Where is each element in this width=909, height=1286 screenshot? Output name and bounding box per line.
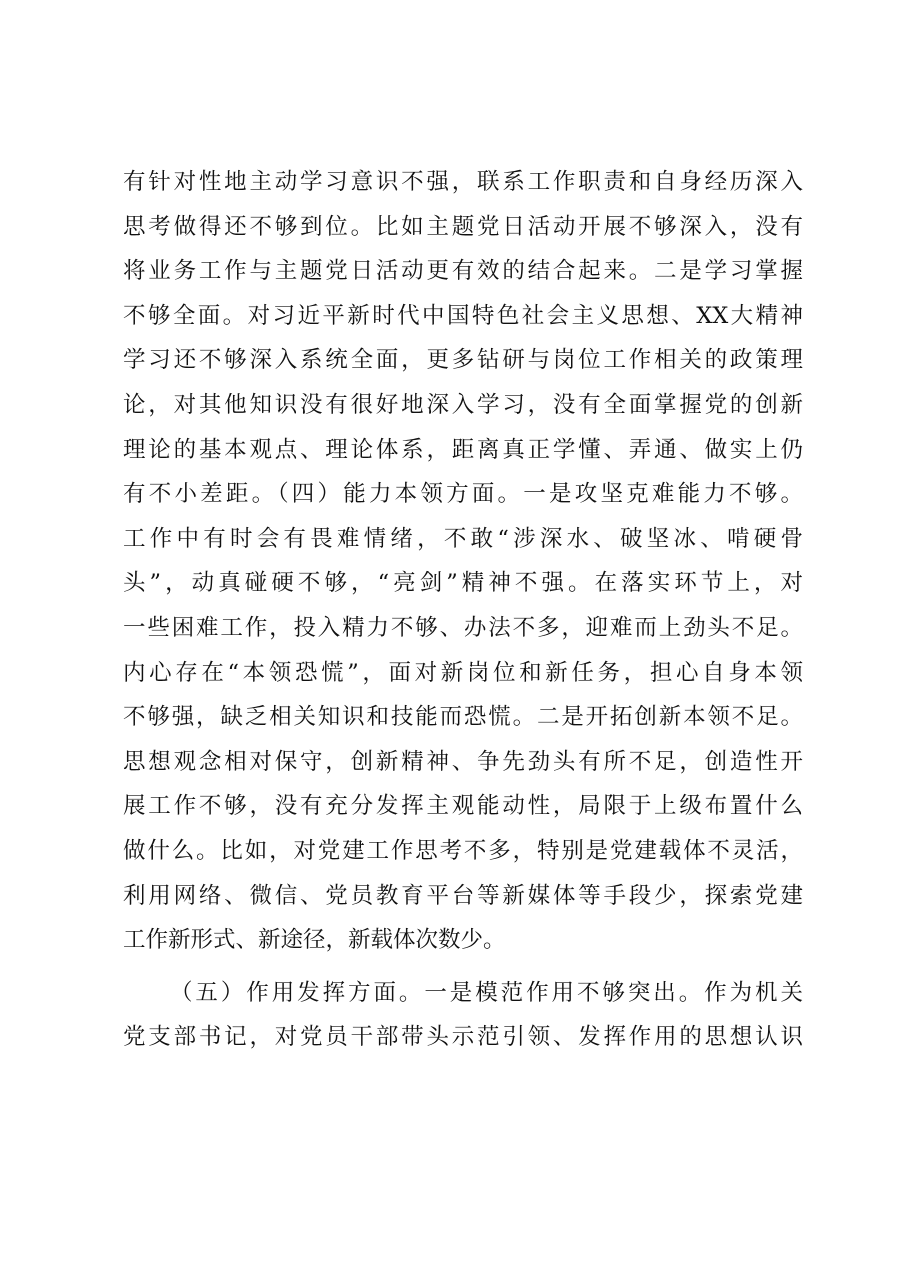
paragraph-gap (123, 963, 803, 971)
text-line: 理论的基本观点、理论体系，距离真正学懂、弄通、做实上仍 (123, 436, 803, 463)
text-line: 有不小差距。（四）能力本领方面。一是攻坚克难能力不够。 (123, 481, 803, 508)
paragraph-1 (123, 160, 803, 963)
text-line: 有针对性地主动学习意识不强，联系工作职责和自身经历深入 (123, 169, 803, 195)
text-line: （五）作用发挥方面。一是模范作用不够突出。作为机关 (170, 979, 803, 1006)
text-line: 思考做得还不够到位。比如主题党日活动开展不够深入，没有 (123, 213, 803, 240)
text-line: 论，对其他知识没有很好地深入学习，没有全面掌握党的创新 (123, 391, 803, 418)
text-line: 工作新形式、新途径，新载体次数少。 (123, 927, 506, 954)
text-line: 将业务工作与主题党日活动更有效的结合起来。二是学习掌握 (123, 258, 803, 285)
text-line: 工作中有时会有畏难情绪，不敢“涉深水、破坚冰、啃硬骨 (123, 525, 803, 552)
text-line: 思想观念相对保守，创新精神、争先劲头有所不足，创造性开 (123, 748, 803, 775)
text-line: 不够强，缺乏相关知识和技能而恐慌。二是开拓创新本领不足。 (123, 704, 803, 731)
text-line: 内心存在“本领恐慌”，面对新岗位和新任务，担心自身本领 (123, 659, 803, 686)
text-line: 不够全面。对习近平新时代中国特色社会主义思想、XX大精神 (123, 302, 803, 329)
document-body (123, 160, 803, 1060)
text-line: 党支部书记，对党员干部带头示范引领、发挥作用的思想认识 (123, 1024, 803, 1051)
paragraph-2 (123, 971, 803, 1060)
text-line: 头”，动真碰硬不够，“亮剑”精神不强。在落实环节上，对 (123, 570, 803, 597)
text-line: 利用网络、微信、党员教育平台等新媒体等手段少，探索党建 (123, 882, 803, 909)
text-line: 做什么。比如，对党建工作思考不多，特别是党建载体不灵活， (123, 837, 803, 864)
text-line: 展工作不够，没有充分发挥主观能动性，局限于上级布置什么 (123, 793, 803, 820)
text-line: 学习还不够深入系统全面，更多钻研与岗位工作相关的政策理 (123, 347, 803, 374)
text-line: 一些困难工作，投入精力不够、办法不多，迎难而上劲头不足。 (123, 614, 803, 641)
